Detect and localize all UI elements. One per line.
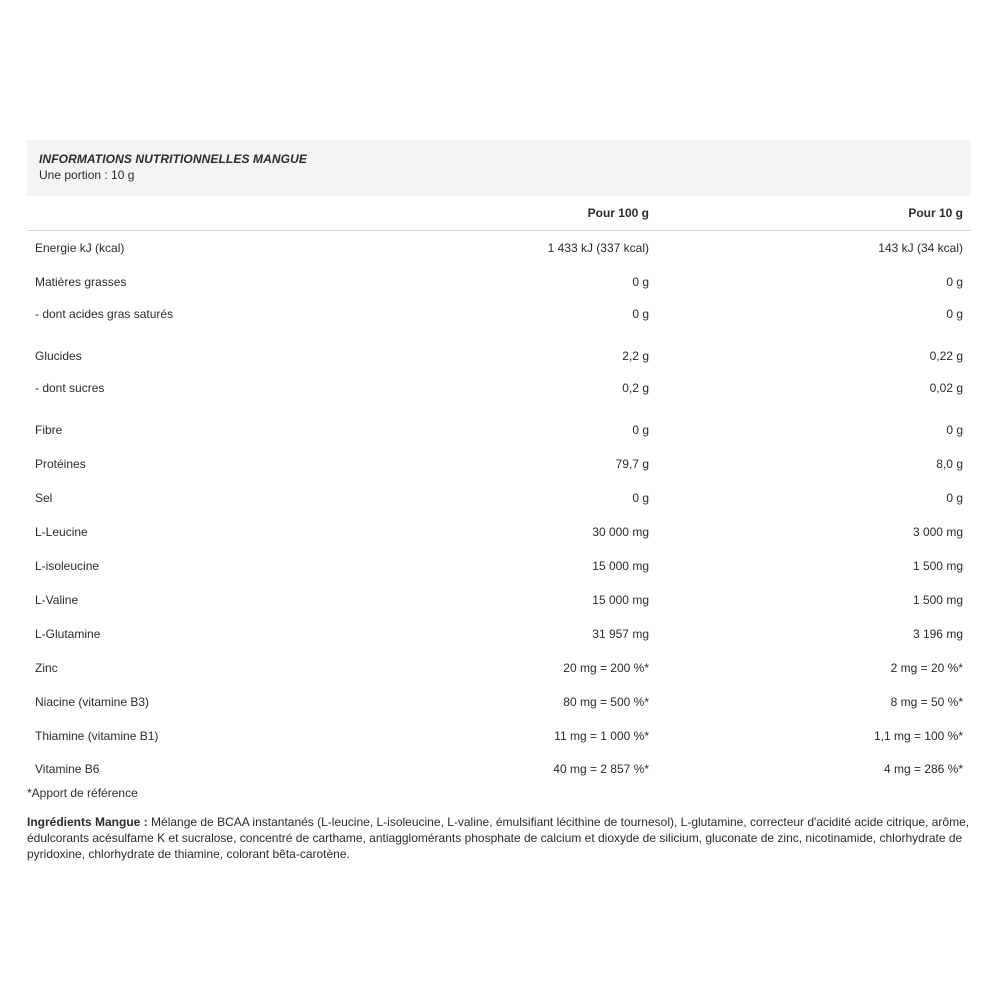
table-row (27, 719, 971, 752)
value-per-100g: 79,7 g (615, 457, 649, 471)
value-per-100g: 20 mg = 200 %* (563, 661, 649, 675)
nutrient-label: L-Glutamine (35, 627, 101, 641)
value-per-portion: 143 kJ (34 kcal) (878, 241, 963, 255)
table-header (27, 196, 971, 231)
value-per-portion: 8 mg = 50 %* (890, 695, 963, 709)
nutrient-label: Niacine (vitamine B3) (35, 695, 150, 709)
nutrition-title: INFORMATIONS NUTRITIONNELLES MANGUE (39, 152, 307, 166)
value-per-100g: 0 g (632, 306, 649, 321)
value-per-100g: 80 mg = 500 %* (563, 695, 649, 709)
nutrient-label: Sel (35, 491, 53, 505)
column-header-per-portion: Pour 10 g (908, 206, 963, 220)
value-per-100g: 0 g (632, 423, 649, 437)
value-per-portion: 0 g (946, 491, 963, 505)
value-per-portion: 1,1 mg = 100 %* (873, 728, 963, 743)
table-row (27, 685, 971, 719)
table-row (27, 328, 971, 373)
value-per-portion: 4 mg = 286 %* (883, 762, 963, 776)
nutrient-label: Vitamine B6 (35, 762, 100, 776)
nutrient-label: Matières grasses (35, 275, 127, 289)
value-per-100g: 11 mg = 1 000 %* (554, 728, 649, 743)
value-per-100g: 15 000 mg (592, 559, 649, 573)
table-row (27, 299, 971, 328)
table-row (27, 402, 971, 447)
value-per-100g: 15 000 mg (592, 593, 649, 607)
table-row (27, 583, 971, 617)
value-per-100g: 0 g (632, 491, 649, 505)
value-per-100g: 31 957 mg (592, 627, 649, 641)
nutrition-table-body (27, 231, 971, 786)
value-per-100g: 0 g (632, 275, 649, 289)
nutrient-label: Thiamine (vitamine B1) (35, 728, 159, 743)
value-per-portion: 3 000 mg (912, 525, 963, 539)
value-per-portion: 0 g (946, 423, 963, 437)
table-row (27, 231, 971, 265)
value-per-portion: 0 g (946, 275, 963, 289)
value-per-portion: 2 mg = 20 %* (890, 661, 963, 675)
value-per-100g: 2,2 g (622, 349, 649, 363)
nutrient-label: L-Valine (35, 593, 79, 607)
value-per-portion: 0,22 g (929, 349, 963, 363)
table-row (27, 515, 971, 549)
column-header-per-100g: Pour 100 g (587, 206, 649, 220)
value-per-100g: 1 433 kJ (337 kcal) (547, 241, 649, 255)
value-per-portion: 1 500 mg (912, 593, 963, 607)
value-per-100g: 0,2 g (622, 380, 649, 395)
table-row (27, 549, 971, 583)
table-row (27, 752, 971, 786)
value-per-100g: 40 mg = 2 857 %* (553, 762, 649, 776)
ingredients-list: Mélange de BCAA instantanés (L-leucine, L-isoleucine, L-valine, émulsifiant lécithine de tournesol), L-glutamine, correcteur d'acidité acide citrique, arôme, édulcorants acésulfame K et sucralose, concentré de carthame, antiagglomérants phosphate de calcium et dioxyde de silicium, gluconate de zinc, nicotinamide, chlorhydrate de pyridoxine, chlorhydrate de thiamine, colorant bêta-carotène. (27, 815, 970, 861)
table-row (27, 447, 971, 481)
nutrient-label: Protéines (35, 457, 86, 471)
table-row (27, 651, 971, 685)
nutrient-label: Glucides (35, 349, 82, 363)
value-per-portion: 3 196 mg (912, 627, 963, 641)
table-row (27, 265, 971, 299)
nutrient-label: - dont acides gras saturés (35, 306, 174, 321)
nutrient-label: Fibre (35, 423, 63, 437)
portion-size: Une portion : 10 g (39, 168, 135, 182)
table-row (27, 373, 971, 402)
nutrition-header (27, 140, 971, 196)
nutrient-label: L-isoleucine (35, 559, 100, 573)
nutrient-label: - dont sucres (35, 380, 105, 395)
value-per-portion: 0,02 g (929, 380, 963, 395)
value-per-portion: 1 500 mg (912, 559, 963, 573)
nutrient-label: L-Leucine (35, 525, 88, 539)
table-row (27, 481, 971, 515)
nutrition-panel (27, 140, 971, 786)
nutrient-label: Zinc (35, 661, 58, 675)
value-per-portion: 8,0 g (936, 457, 963, 471)
nutrient-label: Energie kJ (kcal) (35, 241, 125, 255)
value-per-100g: 30 000 mg (592, 525, 649, 539)
ingredients-text (27, 814, 972, 862)
value-per-portion: 0 g (946, 306, 963, 321)
ingredients-label: Ingrédients Mangue : (27, 815, 148, 829)
reference-footnote: *Apport de référence (27, 786, 138, 800)
table-row (27, 617, 971, 651)
